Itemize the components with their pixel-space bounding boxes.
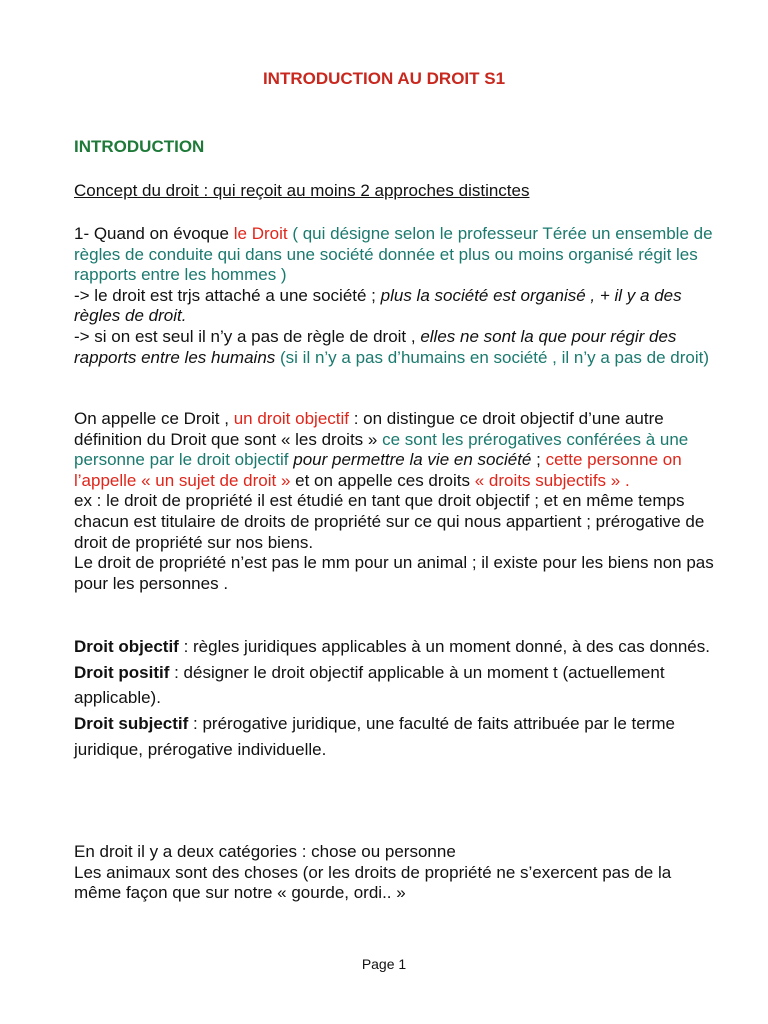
text-span: et on appelle ces droits (290, 470, 475, 490)
text-span: Le droit de propriété n’est pas le mm pour un animal ; il existe pour les biens non pas pour les personnes . (74, 553, 714, 593)
text-span: ; (531, 450, 546, 470)
text-span: -> si on est seul il n’y a pas de règle de droit , (74, 326, 421, 346)
definition-item (74, 634, 714, 660)
highlight-teal: ( qui désigne selon le professeur Térée un ensemble de règles de conduite qui dans une société donnée et plus ou moins organisé régit les rapports entre les hommes ) (74, 224, 713, 285)
paragraph-droit-objectif (74, 409, 714, 594)
document-title: INTRODUCTION AU DROIT S1 (262, 69, 506, 88)
text-span: 1- Quand on évoque (74, 224, 234, 243)
page-number: Page 1 (361, 956, 407, 972)
definition-term: Droit positif (74, 662, 170, 682)
text-span: On appelle ce Droit , (74, 409, 234, 428)
highlight-red: cette personne on l’appelle « un sujet de droit » (74, 450, 682, 490)
italic-text: elles ne sont la que pour régir des rapports entre les humains (74, 326, 677, 367)
paragraph-droit (74, 224, 714, 368)
section-heading: INTRODUCTION (74, 137, 205, 156)
highlight-red: « droits subjectifs » . (474, 470, 630, 490)
example-text: ex : le droit de propriété il est étudié en tant que droit objectif ; et en même temps chacun est titulaire de droits de propriété sur ce qui nous appartient ; prérogative de droit de propriété sur nos biens. (74, 491, 705, 552)
definition-term: Droit objectif (74, 637, 179, 656)
definitions-list (74, 634, 714, 763)
highlight-red: un droit objectif (233, 409, 349, 428)
highlight-teal: (si il n’y a pas d’humains en société , il n’y a pas de droit) (275, 347, 709, 367)
definition-item (74, 660, 714, 711)
concept-subheading: Concept du droit : qui reçoit au moins 2 approches distinctes (74, 181, 530, 200)
text-span: -> le droit est trjs attaché a une société ; (74, 285, 381, 305)
highlight-teal: ce sont les prérogatives conférées à une personne par le droit objectif (74, 429, 689, 470)
italic-text: plus la société est organisé , + il y a des règles de droit. (74, 285, 682, 326)
definition-text: : désigner le droit objectif applicable à un moment t (actuellement applicable). (74, 662, 665, 708)
definition-text: : règles juridiques applicables à un moment donné, à des cas donnés. (178, 637, 710, 656)
text-span: : on distingue ce droit objectif d’une autre définition du Droit que sont « les droits » (74, 409, 664, 449)
definition-term: Droit subjectif (74, 714, 189, 734)
text-span: En droit il y a deux catégories : chose ou personne (74, 842, 456, 861)
text-span: Les animaux sont des choses (or les droits de propriété ne s’exercent pas de la même façon que sur notre « gourde, ordi.. » (74, 862, 672, 903)
highlight-red: le Droit (233, 224, 288, 243)
paragraph-categories (74, 842, 714, 904)
definition-text: : prérogative juridique, une faculté de faits attribuée par le terme juridique, prérogative individuelle. (74, 714, 675, 759)
definition-item (74, 711, 714, 762)
italic-text: pour permettre la vie en société (288, 450, 532, 470)
